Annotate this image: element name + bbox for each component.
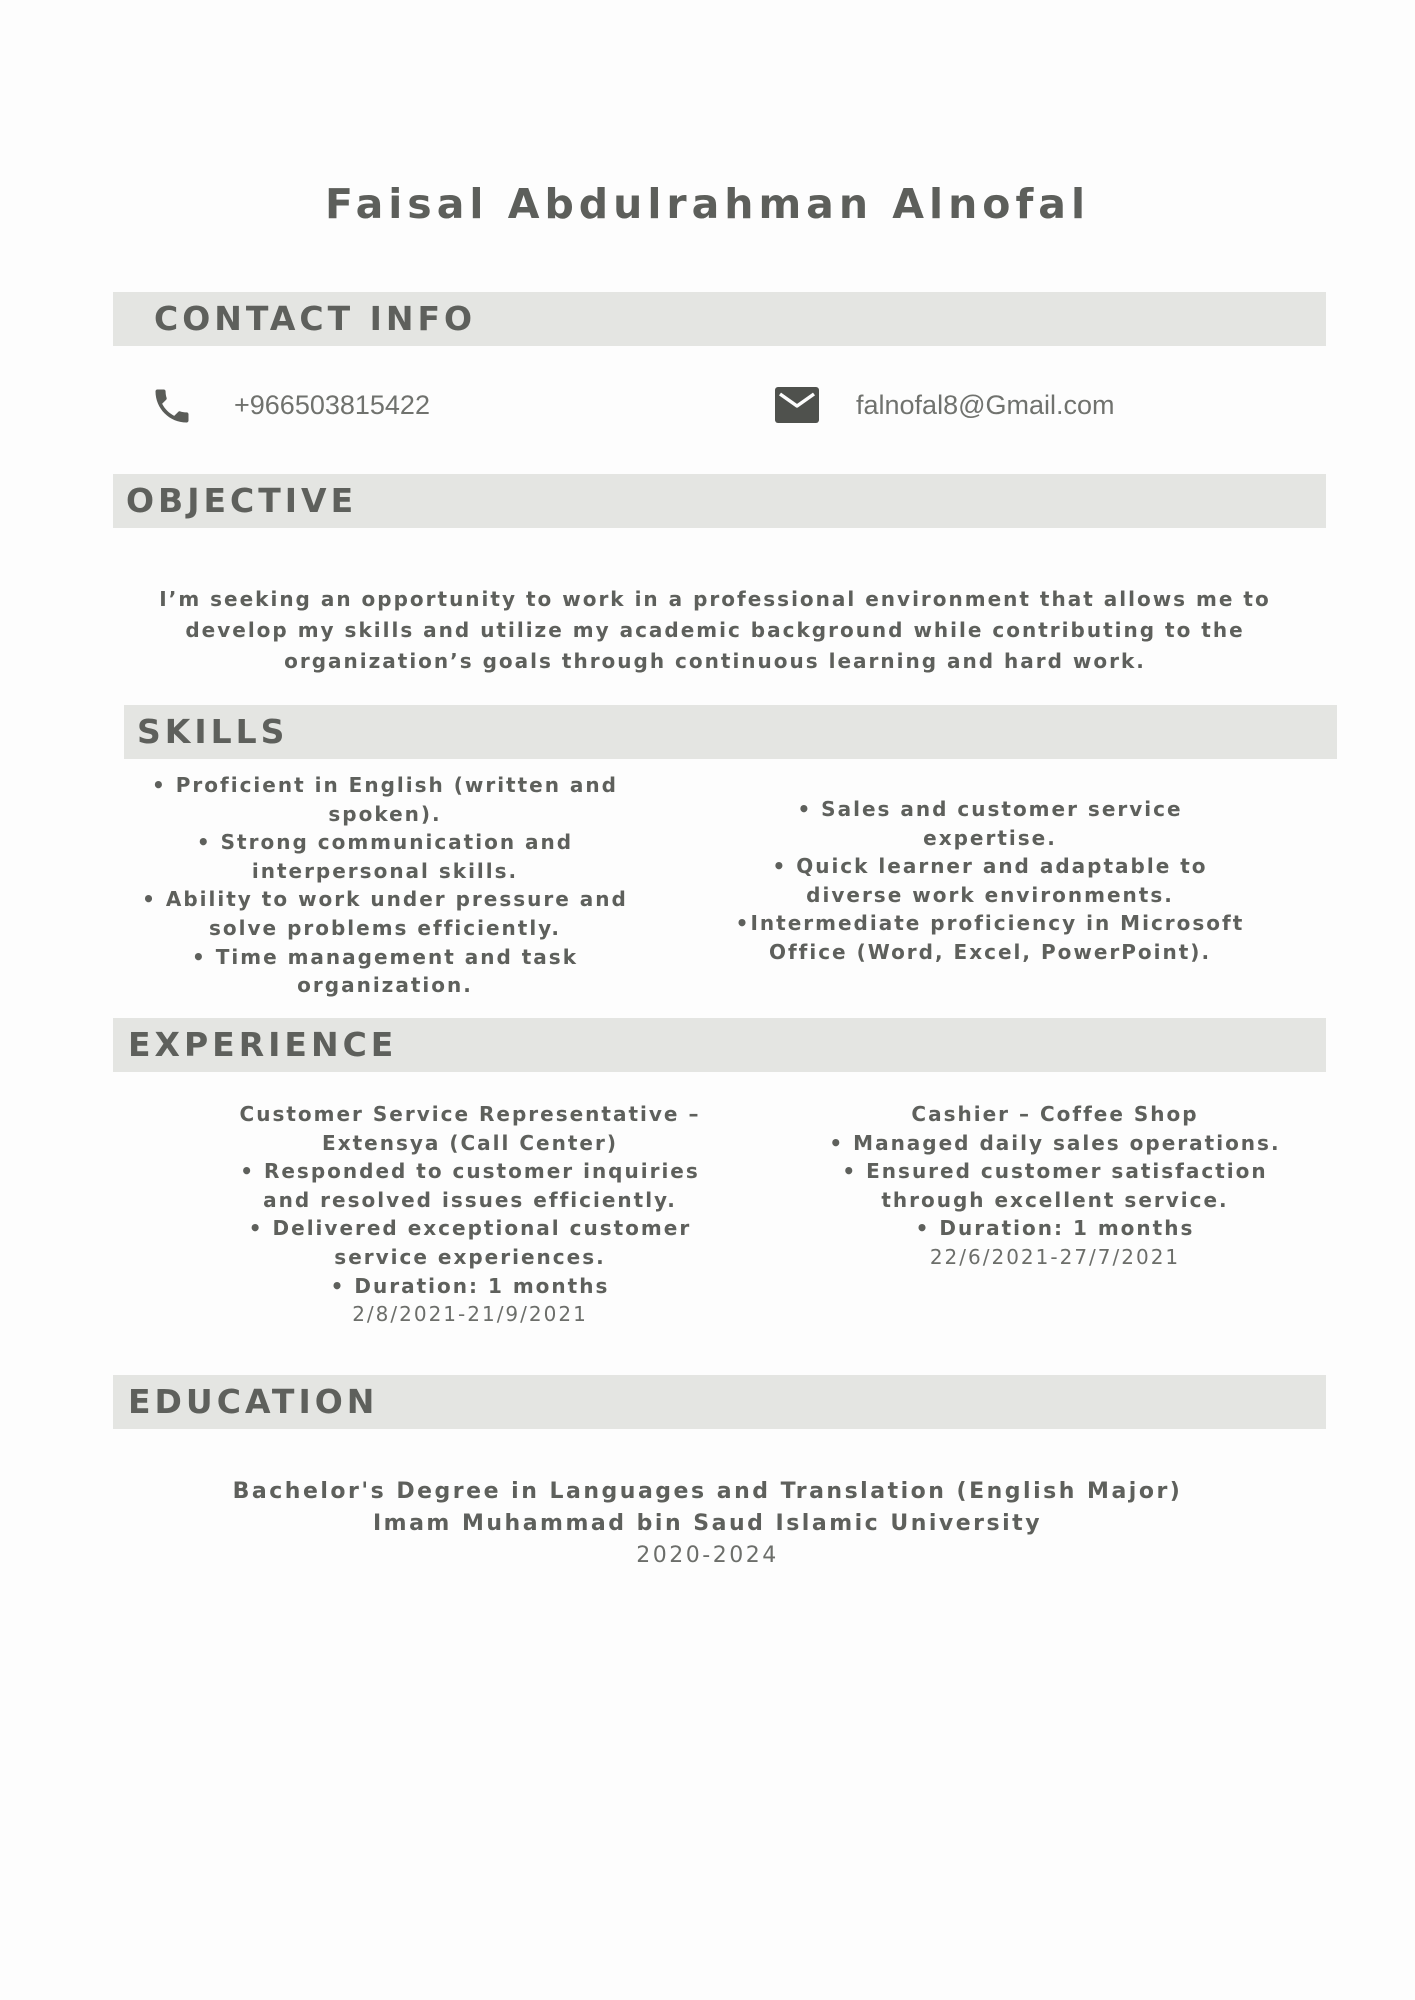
skill-item: • Sales and customer service expertise. [797,797,1183,850]
skills-list-right [735,795,1245,967]
job-duration: • Duration: 1 months [330,1273,610,1298]
skill-item: • Ability to work under pressure and solve problems efficiently. [142,887,628,940]
degree: Bachelor's Degree in Languages and Translation (English Major) [232,1479,1183,1504]
objective-section-bar [113,474,1326,528]
skills-list-left [140,771,630,1000]
skills-section-title: SKILLS [137,712,289,751]
job-dates: 2/8/2021-21/9/2021 [352,1302,588,1327]
email-address: falnofal8@Gmail.com [856,390,1115,420]
objective-section-title: OBJECTIVE [126,481,358,520]
contact-section-bar [113,292,1326,346]
job-duration: • Duration: 1 months [915,1216,1195,1241]
education-years: 2020-2024 [636,1543,779,1568]
experience-entry-coffee-shop [800,1100,1310,1272]
envelope-icon [775,387,819,423]
phone-number: +966503815422 [234,390,430,420]
job-point: • Delivered exceptional customer service experiences. [248,1216,692,1269]
job-point: • Ensured customer satisfaction through excellent service. [842,1159,1268,1212]
experience-entry-extensya [230,1100,710,1329]
skill-item: •Intermediate proficiency in Microsoft Office (Word, Excel, PowerPoint). [735,911,1245,964]
objective-text: I’m seeking an opportunity to work in a professional environment that allows me to develop my skills and utilize my academic background while contributing to the organization’s goals through continuous learning and hard work. [159,587,1271,673]
job-title: Customer Service Representative – Extensya (Call Center) [239,1102,701,1155]
phone-icon [150,384,194,428]
skill-item: • Time management and task organization. [191,944,578,998]
contact-section-title: CONTACT INFO [154,299,477,338]
job-title: Cashier – Coffee Shop [911,1102,1199,1126]
job-point: • Managed daily sales operations. [829,1130,1281,1155]
experience-section-title: EXPERIENCE [128,1025,398,1064]
education-section-title: EDUCATION [128,1382,379,1421]
job-dates: 22/6/2021-27/7/2021 [929,1244,1181,1269]
education-section-bar [113,1375,1326,1429]
university: Imam Muhammad bin Saud Islamic University [372,1511,1043,1536]
skills-section-bar [124,705,1337,759]
skill-item: • Proficient in English (written and spoken). [152,773,618,826]
experience-section-bar [113,1018,1326,1072]
education-entry [0,1476,1415,1572]
resume-name: Faisal Abdulrahman Alnofal [324,180,1091,228]
job-point: • Responded to customer inquiries and resolved issues efficiently. [240,1159,700,1212]
skill-item: • Quick learner and adaptable to diverse work environments. [772,854,1208,907]
skill-item: • Strong communication and interpersonal skills. [196,830,574,883]
